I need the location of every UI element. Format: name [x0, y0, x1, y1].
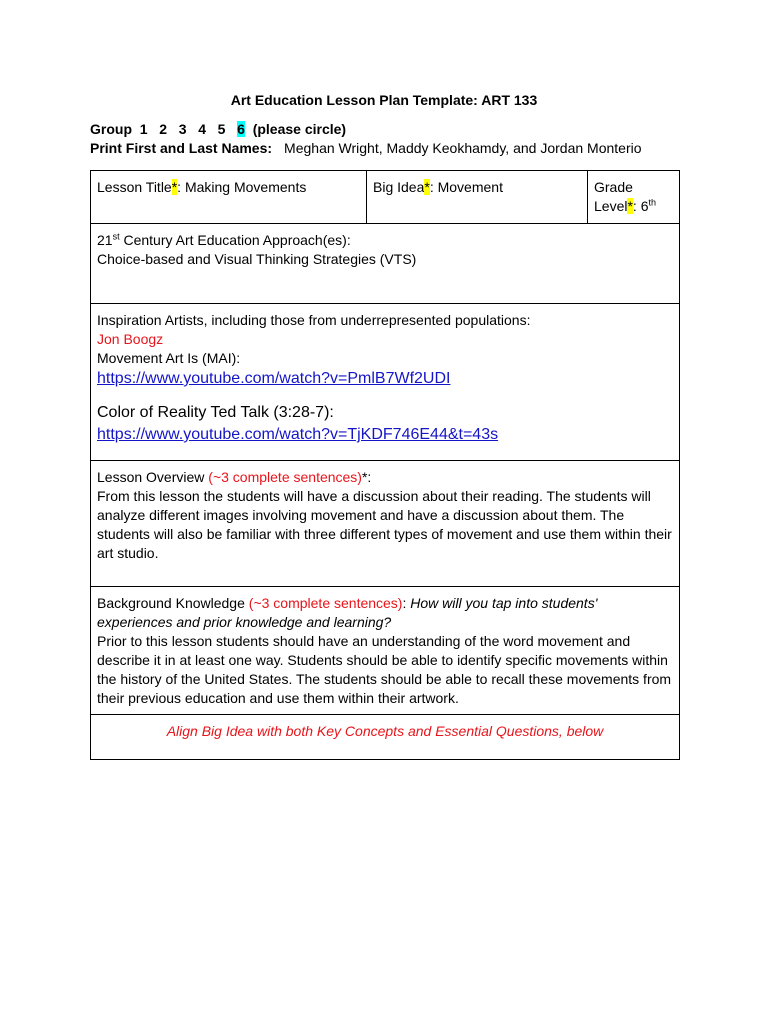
- overview-cell: [91, 461, 680, 587]
- group-number-3: 3: [178, 121, 187, 137]
- row-align: [91, 715, 680, 760]
- approach-value: Choice-based and Visual Thinking Strategies (VTS): [97, 251, 417, 267]
- background-hint: (~3 complete sentences): [248, 595, 403, 611]
- row-approach: [91, 224, 680, 304]
- background-question: How will you tap into students' experiences and prior knowledge and learning?: [97, 595, 598, 630]
- group-label: Group: [90, 121, 132, 137]
- background-colon: :: [402, 595, 411, 611]
- required-marker: *: [627, 198, 633, 214]
- align-instruction: Align Big Idea with both Key Concepts and Essential Questions, below: [166, 723, 604, 739]
- background-cell: [91, 587, 680, 715]
- align-cell: [91, 715, 680, 760]
- artist-name: Jon Boogz: [97, 331, 164, 347]
- grade-level-cell: [588, 171, 680, 224]
- approach-cell: [91, 224, 680, 304]
- required-marker: *: [424, 179, 430, 195]
- overview-hint: (~3 complete sentences): [208, 469, 362, 485]
- group-number-2: 2: [159, 121, 168, 137]
- names-label: Print First and Last Names:: [90, 140, 273, 156]
- big-idea-cell: [367, 171, 588, 224]
- names-value: Meghan Wright, Maddy Keokhamdy, and Jordan Monterio: [284, 140, 642, 156]
- big-idea-label: Big Idea: [373, 179, 425, 195]
- background-body: Prior to this lesson students should have an understanding of the word movement and describe it in at least one way. Students should be able to identify specific movements within the history of the United States. The students should be able to recall these movements from their previous education and use them within their artwork.: [97, 633, 672, 706]
- big-idea-value: : Movement: [429, 179, 503, 195]
- inspiration-label: Inspiration Artists, including those from underrepresented populations:: [97, 312, 531, 328]
- lesson-title-value: : Making Movements: [177, 179, 307, 195]
- mai-label: Movement Art Is (MAI):: [97, 350, 241, 366]
- row-background: [91, 587, 680, 715]
- approach-label-sup: st: [112, 231, 120, 242]
- mai-video-link[interactable]: https://www.youtube.com/watch?v=PmlB7Wf2UDI: [97, 370, 451, 387]
- background-label: Background Knowledge: [97, 595, 249, 611]
- overview-required: *:: [361, 469, 372, 485]
- group-line: [90, 121, 346, 137]
- group-number-5: 5: [217, 121, 226, 137]
- group-note: (please circle): [252, 121, 347, 137]
- grade-value: : 6: [632, 198, 649, 214]
- overview-body: From this lesson the students will have a discussion about their reading. The students will analyze different images involving movement and have a discussion about them. The students will also be familiar with three different types of movement and use them within their art studio.: [97, 488, 672, 561]
- row-overview: [91, 461, 680, 587]
- overview-label: Lesson Overview: [97, 469, 209, 485]
- required-marker: *: [171, 179, 178, 195]
- group-number-1: 1: [139, 121, 148, 137]
- approach-label-number: 21: [97, 232, 113, 248]
- lesson-plan-table: [90, 170, 680, 760]
- inspiration-cell: [91, 304, 680, 461]
- document-title: Art Education Lesson Plan Template: ART 133: [230, 92, 538, 108]
- approach-label: Century Art Education Approach(es):: [119, 232, 351, 248]
- row-title: [91, 171, 680, 224]
- grade-suffix: th: [648, 197, 657, 208]
- lesson-title-cell: [91, 171, 367, 224]
- ted-talk-link[interactable]: https://www.youtube.com/watch?v=TjKDF746E44&t=43s: [97, 426, 499, 443]
- row-inspiration: [91, 304, 680, 461]
- level-label: Level: [594, 198, 628, 214]
- grade-label: Grade: [594, 179, 633, 195]
- group-number-selected: 6: [237, 121, 245, 137]
- lesson-title-label: Lesson Title: [97, 179, 172, 195]
- group-number-4: 4: [198, 121, 206, 137]
- ted-talk-label: Color of Reality Ted Talk (3:28-7):: [97, 404, 334, 421]
- names-line: [90, 140, 642, 156]
